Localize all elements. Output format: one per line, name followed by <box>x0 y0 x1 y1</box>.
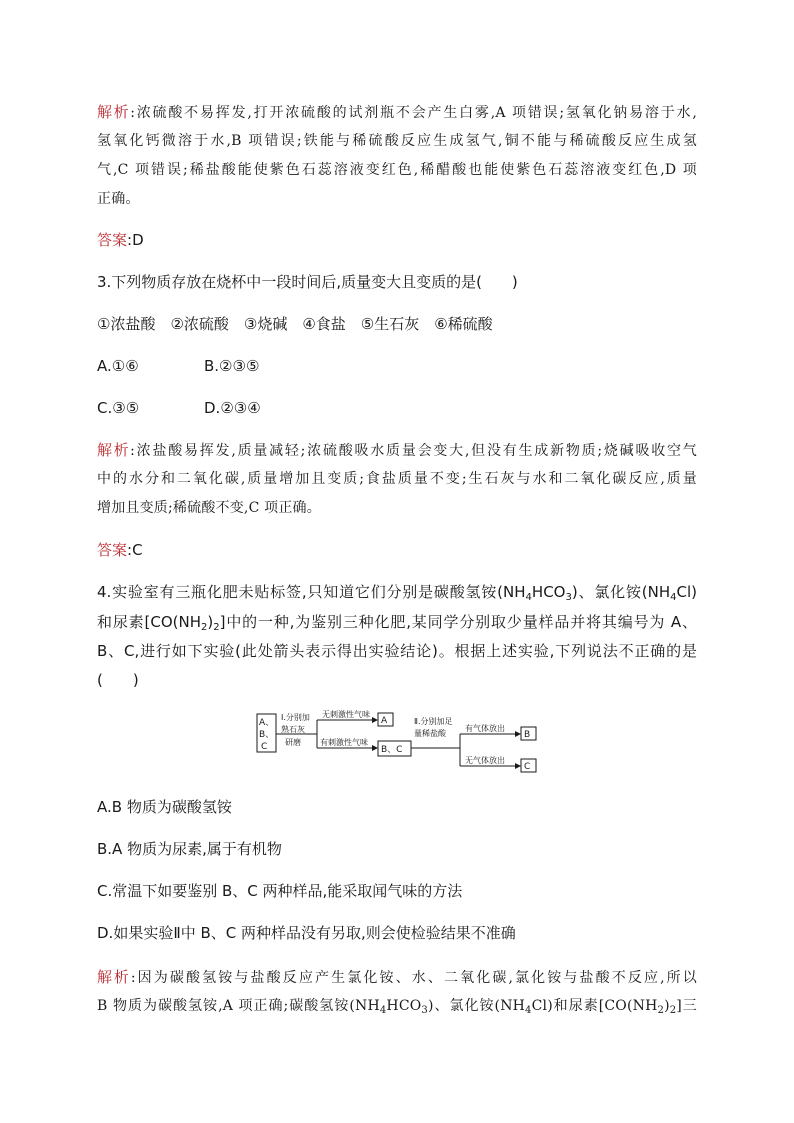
option-c: C.常温下如要鉴别 B、C 两种样品,能采取闻气味的方法 <box>97 882 463 900</box>
answer-line: 答案:D <box>97 231 144 249</box>
answer-line: 答案:C <box>97 541 143 559</box>
question-stem: 4.实验室有三瓶化肥未贴标签,只知道它们分别是碳酸氢铵$(NH_4HCO_3)$、氯化铵$(NH_4Cl)$ <box>97 583 697 603</box>
no-gas-result-text: 无气体放出 <box>465 756 505 765</box>
analysis-line: 中的水分和二氧化碳,质量增加且变质;食盐质量不变;生石灰与水和二氧化碳反应,质量 <box>97 471 697 487</box>
option-c: C.③⑤ <box>97 399 140 417</box>
analysis-label: 解析 <box>97 103 131 121</box>
option-row <box>97 398 261 418</box>
step1-text: 研磨 <box>285 738 301 747</box>
option-d: D.②③④ <box>204 399 261 417</box>
step2-text: 量稀盐酸 <box>414 729 446 738</box>
sample-b-label: B、 <box>259 730 275 740</box>
result-b-label: B <box>524 730 531 740</box>
analysis-line: 氢氧化钙微溶于水,B 项错误;铁能与稀硫酸反应生成氢气,铜不能与稀硫酸反应生成氢 <box>97 133 697 149</box>
answer-label: 答案 <box>97 541 128 559</box>
lower-result-text: 有刺激性气味 <box>320 738 368 747</box>
option-b: B.A 物质为尿素,属于有机物 <box>97 840 282 858</box>
analysis-line: 解析:因为碳酸氢铵与盐酸反应产生氯化铵、水、二氧化碳,氯化铵与盐酸不反应,所以 <box>97 968 697 986</box>
option-a: A.①⑥ <box>97 357 139 375</box>
sample-c-label: C <box>261 742 268 752</box>
analysis-label: 解析 <box>97 441 131 459</box>
result-c-label: C <box>524 762 531 772</box>
option-d: D.如果实验Ⅱ中 B、C 两种样品没有另取,则会使检验结果不准确 <box>97 924 516 942</box>
result-bc-label: B、C <box>381 745 403 755</box>
analysis-label: 解析 <box>97 968 131 986</box>
analysis-line: 解析:浓盐酸易挥发,质量减轻;浓硫酸吸水质量会变大,但没有生成新物质;烧碱吸收空气 <box>97 441 697 459</box>
question-stem: 3.下列物质存放在烧杯中一段时间后,质量变大且变质的是( ) <box>97 273 518 291</box>
analysis-line: 气,C 项错误;稀盐酸能使紫色石蕊溶液变红色,稀醋酸也能使紫色石蕊溶液变红色,D 项 <box>97 162 697 178</box>
question-stem: B、C,进行如下实验(此处箭头表示得出实验结论)。根据上述实验,下列说法不正确的是 <box>97 642 697 660</box>
question-stem: 和尿素$[CO(NH_2)_2]$中的一种,为鉴别三种化肥,某同学分别取少量样品并将其编号为 A、 <box>97 613 697 633</box>
step1-text: 熟石灰 <box>281 725 305 734</box>
experiment-flow-diagram <box>255 708 540 784</box>
option-a: A.B 物质为碳酸氢铵 <box>97 798 232 816</box>
sample-a-label: A、 <box>259 718 275 728</box>
question-stem: ( ) <box>97 671 139 689</box>
result-a-label: A <box>381 716 388 726</box>
question-items: ①浓盐酸 ②浓硫酸 ③烧碱 ④食盐 ⑤生石灰 ⑥稀硫酸 <box>97 315 493 333</box>
gas-result-text: 有气体放出 <box>465 724 505 733</box>
option-b: B.②③⑤ <box>204 357 260 375</box>
option-row <box>97 356 260 376</box>
step1-text: Ⅰ.分别加 <box>281 713 310 722</box>
answer-label: 答案 <box>97 231 128 249</box>
analysis-line: B 物质为碳酸氢铵,A 项正确;碳酸氢铵$(NH_4HCO_3)$、氯化铵$(NH_4Cl)$和尿素$[CO(NH_2)_2]$三 <box>97 998 697 1016</box>
analysis-line: 解析:浓硫酸不易挥发,打开浓硫酸的试剂瓶不会产生白雾,A 项错误;氢氧化钠易溶于水, <box>97 103 697 121</box>
step2-text: Ⅱ.分别加足 <box>414 717 453 726</box>
analysis-line: 增加且变质;稀硫酸不变,C 项正确。 <box>97 500 321 516</box>
analysis-line: 正确。 <box>97 191 140 207</box>
upper-result-text: 无刺激性气味 <box>322 710 370 719</box>
